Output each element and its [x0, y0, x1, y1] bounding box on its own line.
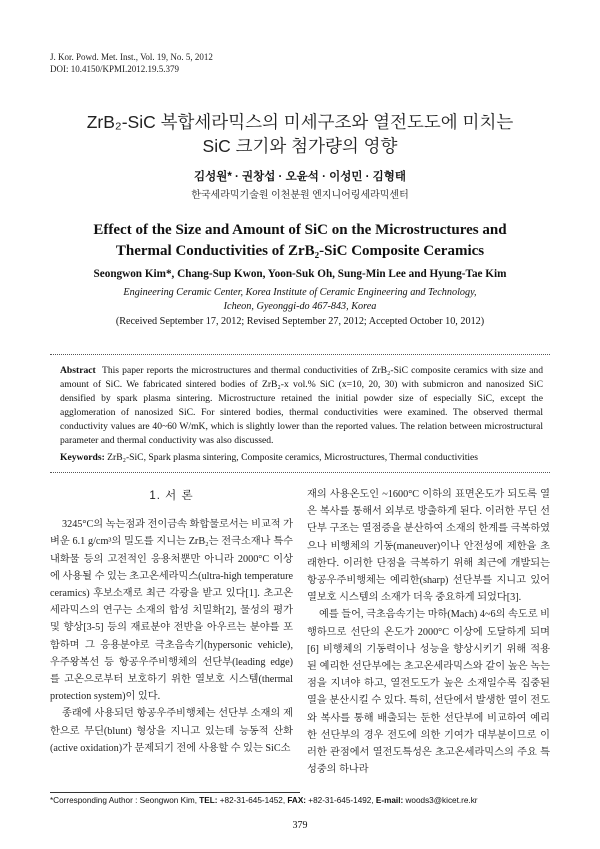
- section-heading: 1. 서 론: [149, 490, 194, 502]
- body-column-left: [50, 488, 293, 757]
- body-paragraph: 3245°C의 녹는점과 전이금속 화합물로서는 비교적 가벼운 6.1 g/cm³의 밀도를 지니는 ZrB₂는 전극소재나 특수내화물 등의 고전적인 응용처뿐만 아니라 2000°C 이상에 사용될 수 있는 초고온세라믹스(ultra-high temperature ceramics) 후보소재로 최근 각광을 받고 있다[1]. 초고온세라믹스의 연구는 소재의 합성 치밀화[2], 물성의 평가 및 향상[3-5] 등의 재료분야 전반을 아우르는 분야를 포함하며 그 응용분야로 극초음속기(hypersonic vehicle), 우주왕복선 등 항공우주비행체의 선단부(leading edge)를 고온으로부터 보호하기 위한 열보호 시스템(thermal protection system)이 있다.: [50, 519, 293, 703]
- abstract-text: This paper reports the microstructures and thermal conductivities of ZrB₂-SiC composite ceramics with size and amount of SiC. We fabricated sintered bodies of ZrB₂-x vol.% SiC (x=10, 20, 30) with submicron and nanosized SiC densified by spark plasma sintering. Microstructure retained the initial powder size of especially SiC, except the agglomeration of nanosized SiC. For sintered bodies, thermal conductivities were examined. The observed thermal conductivity values are 40~60 W/mK, which is slightly lower than the reported values. The relation between microstructural parameter and thermal conductivity was also discussed.: [60, 365, 543, 446]
- korean-authors: 김성원* · 권창섭 · 오윤석 · 이성민 · 김형태: [194, 171, 406, 183]
- body-column-right: [307, 486, 550, 778]
- corresponding-author-footnote: [50, 796, 478, 805]
- english-affiliation: [0, 286, 600, 313]
- english-title: [0, 220, 600, 262]
- footnote-email: woods3@kicet.re.kr: [403, 796, 478, 805]
- keywords: [60, 451, 543, 465]
- journal-header: [50, 51, 213, 75]
- footnote-tel: +82-31-645-1452,: [217, 796, 288, 805]
- abstract: [60, 364, 543, 448]
- english-title-line-1: Effect of the Size and Amount of SiC on the Microstructures and: [93, 222, 507, 238]
- english-affiliation-line-1: Engineering Ceramic Center, Korea Institute of Ceramic Engineering and Technology,: [123, 287, 477, 298]
- korean-title-line-1: ZrB₂-SiC 복합세라믹스의 미세구조와 열전도도에 미치는: [86, 112, 514, 132]
- english-authors: Seongwon Kim*, Chang-Sup Kwon, Yoon-Suk Oh, Sung-Min Lee and Hyung-Tae Kim: [93, 268, 507, 280]
- body-paragraph: 재의 사용온도인 ~1600°C 이하의 표면온도가 되도록 열은 복사를 통해서 외부로 방출하게 된다. 이러한 무딘 선단부 구조는 열점증을 분산하여 소재의 한계를 극복하였으나 비행체의 기동(maneuver)이나 안전성에 제한을 초래한다. 이러한 단점을 극복하기 위해 최근에 개발되는 항공우주비행체는 예리한(sharp) 선단부를 지니고 있어 열보호 시스템의 소재가 더욱 중요하게 되었다[3].: [307, 489, 550, 604]
- footnote-rule: [50, 792, 300, 793]
- abstract-label: Abstract: [60, 365, 96, 376]
- footnote-author: *Corresponding Author : Seongwon Kim,: [50, 796, 200, 805]
- body-paragraph: 예를 들어, 극초음속기는 마하(Mach) 4~6의 속도로 비행하므로 선단의 온도가 2000°C 이상에 도달하게 되며[6] 비행체의 기동력이나 성능을 향상시키기 위해 적용된 예리한 선단부에는 초고온세라믹스와 같이 높은 녹는점을 지녀야 하고, 열전도도가 높은 소재일수록 집중된 열을 분산시킬 수 있다. 특히, 선단에서 발생한 열이 전도와 복사를 통해 배출되는 둔한 선단부에 비교하여 예리한 선단부의 경우 전도에 의한 기여가 대부분이므로 이러한 관점에서 열전도특성은 초고온세라믹스의 주요 특성중의 하나라: [307, 609, 550, 776]
- footnote-tel-label: TEL:: [199, 796, 218, 805]
- page-number: 379: [292, 820, 308, 831]
- received-dates: (Received September 17, 2012; Revised September 27, 2012; Accepted October 10, 2012): [115, 316, 485, 327]
- abstract-bottom-divider: [50, 472, 550, 473]
- journal-citation: J. Kor. Powd. Met. Inst., Vol. 19, No. 5, 2012: [50, 52, 213, 62]
- english-affiliation-line-2: Icheon, Gyeonggi-do 467-843, Korea: [223, 300, 377, 312]
- keywords-label: Keywords:: [60, 452, 105, 463]
- footnote-email-label: E-mail:: [375, 796, 404, 805]
- body-paragraph: 종래에 사용되던 항공우주비행체는 선단부 소재의 제한으로 무딘(blunt) 형상을 지니고 있는데 능동적 산화(active oxidation)가 문제되기 전에 사용할 수 있는 SiC소: [50, 708, 293, 754]
- abstract-top-divider: [50, 354, 550, 355]
- footnote-fax-label: FAX:: [287, 796, 307, 805]
- keywords-text: ZrB₂-SiC, Spark plasma sintering, Composite ceramics, Microstructures, Thermal conductivities: [107, 452, 479, 463]
- footnote-fax: +82-31-645-1492,: [306, 796, 376, 805]
- english-title-line-2: Thermal Conductivities of ZrB₂-SiC Composite Ceramics: [115, 243, 485, 259]
- korean-affiliation: 한국세라믹기술원 이천분원 엔지니어링세라믹센터: [191, 190, 409, 201]
- korean-title-line-2: SiC 크기와 첨가량의 영향: [202, 136, 398, 156]
- korean-title: [0, 110, 600, 158]
- doi: DOI: 10.4150/KPMI.2012.19.5.379: [50, 64, 180, 74]
